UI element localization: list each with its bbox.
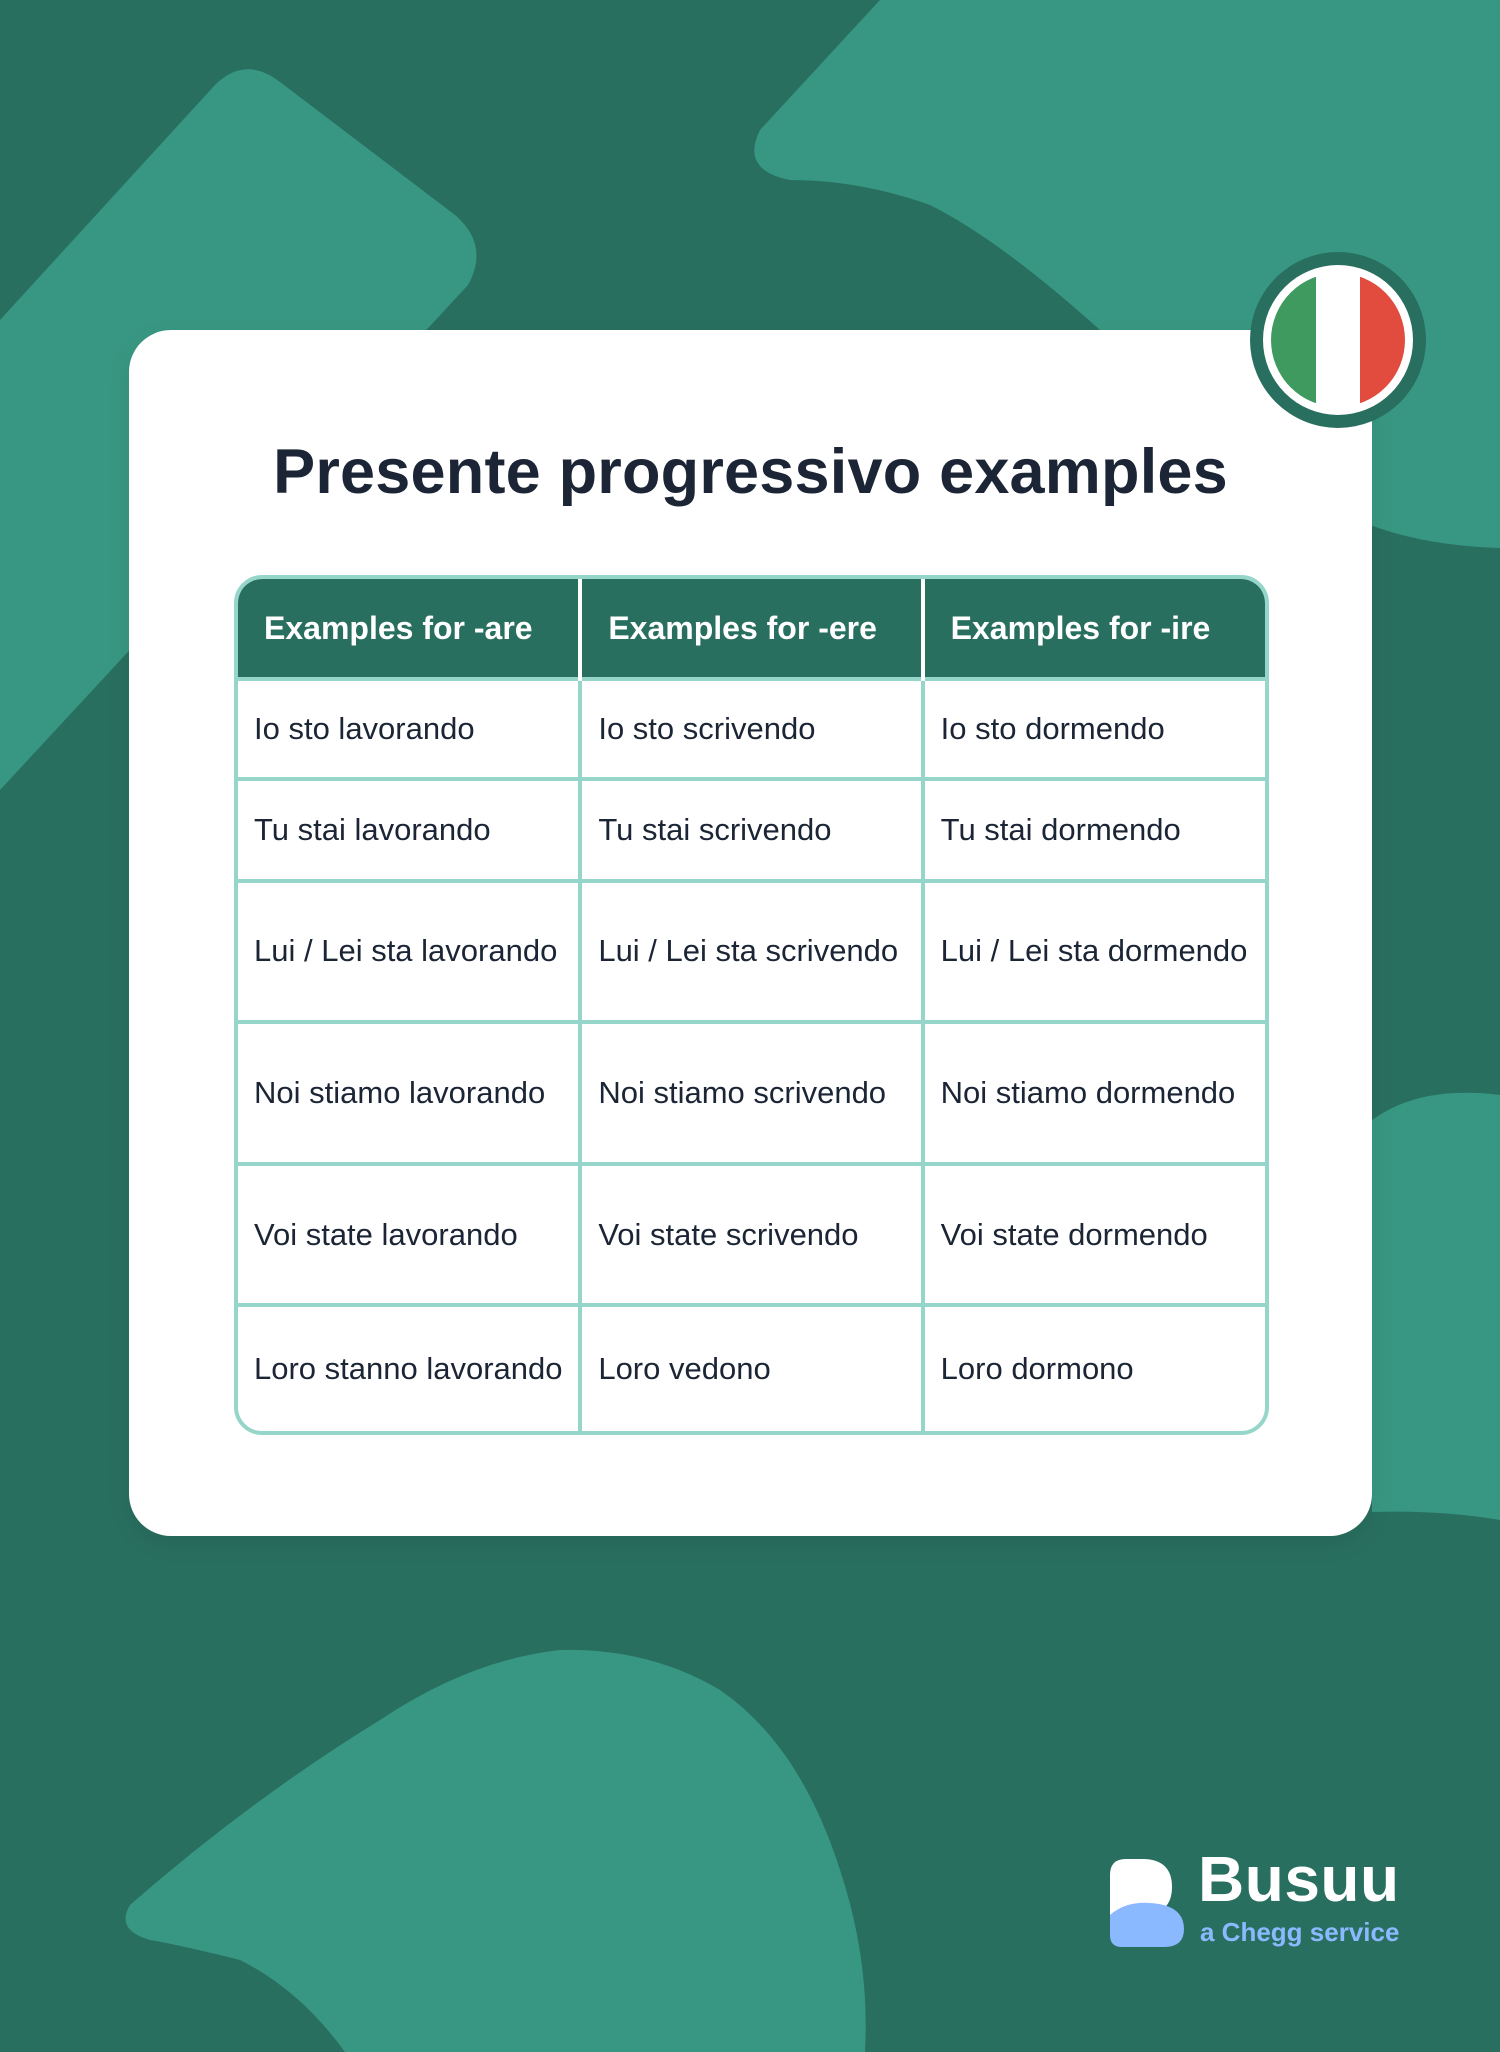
busuu-logo-mark-bottom [1110,1903,1184,1947]
table-cell: Voi state lavorando [238,1164,580,1306]
table-cell: Tu stai dormendo [923,779,1265,880]
header-ere: Examples for -ere [580,579,922,679]
busuu-logo-icon [1108,1857,1186,1949]
table-cell: Noi stiamo dormendo [923,1022,1265,1164]
background-shape-right [1372,1093,1500,1520]
header-are: Examples for -are [238,579,580,679]
table-cell: Loro stanno lavorando [238,1305,580,1431]
flag-stripe-green [1271,273,1316,407]
brand-tagline: a Chegg service [1200,1917,1400,1947]
table-cell: Io sto lavorando [238,679,580,779]
busuu-logo [1108,1843,1428,1955]
background-shape-bottom [126,1650,866,2052]
brand-name: Busuu [1198,1843,1400,1915]
content-card [129,330,1372,1536]
table-row [238,1022,1265,1164]
table-row [238,881,1265,1023]
table-cell: Lui / Lei sta dormendo [923,881,1265,1023]
flag-stripe-red [1360,273,1405,407]
table-cell: Io sto scrivendo [580,679,922,779]
table-cell: Tu stai scrivendo [580,779,922,880]
table-header-row [238,579,1265,679]
table-cell: Io sto dormendo [923,679,1265,779]
italy-flag-icon [1271,273,1405,407]
table-row [238,1164,1265,1306]
flag-ring [1263,265,1413,415]
table-cell: Voi state scrivendo [580,1164,922,1306]
table-row [238,779,1265,880]
table-cell: Noi stiamo scrivendo [580,1022,922,1164]
table-cell: Loro dormono [923,1305,1265,1431]
header-ire: Examples for -ire [923,579,1265,679]
conjugation-table-grid [238,579,1265,1431]
table-row [238,679,1265,779]
table-row [238,1305,1265,1431]
table-cell: Lui / Lei sta scrivendo [580,881,922,1023]
table-cell: Noi stiamo lavorando [238,1022,580,1164]
table-cell: Tu stai lavorando [238,779,580,880]
table-cell: Voi state dormendo [923,1164,1265,1306]
conjugation-table [234,575,1269,1435]
flag-badge [1250,252,1426,428]
table-cell: Loro vedono [580,1305,922,1431]
page-title: Presente progressivo examples [273,437,1228,507]
flag-stripe-white [1316,273,1361,407]
table-cell: Lui / Lei sta lavorando [238,881,580,1023]
